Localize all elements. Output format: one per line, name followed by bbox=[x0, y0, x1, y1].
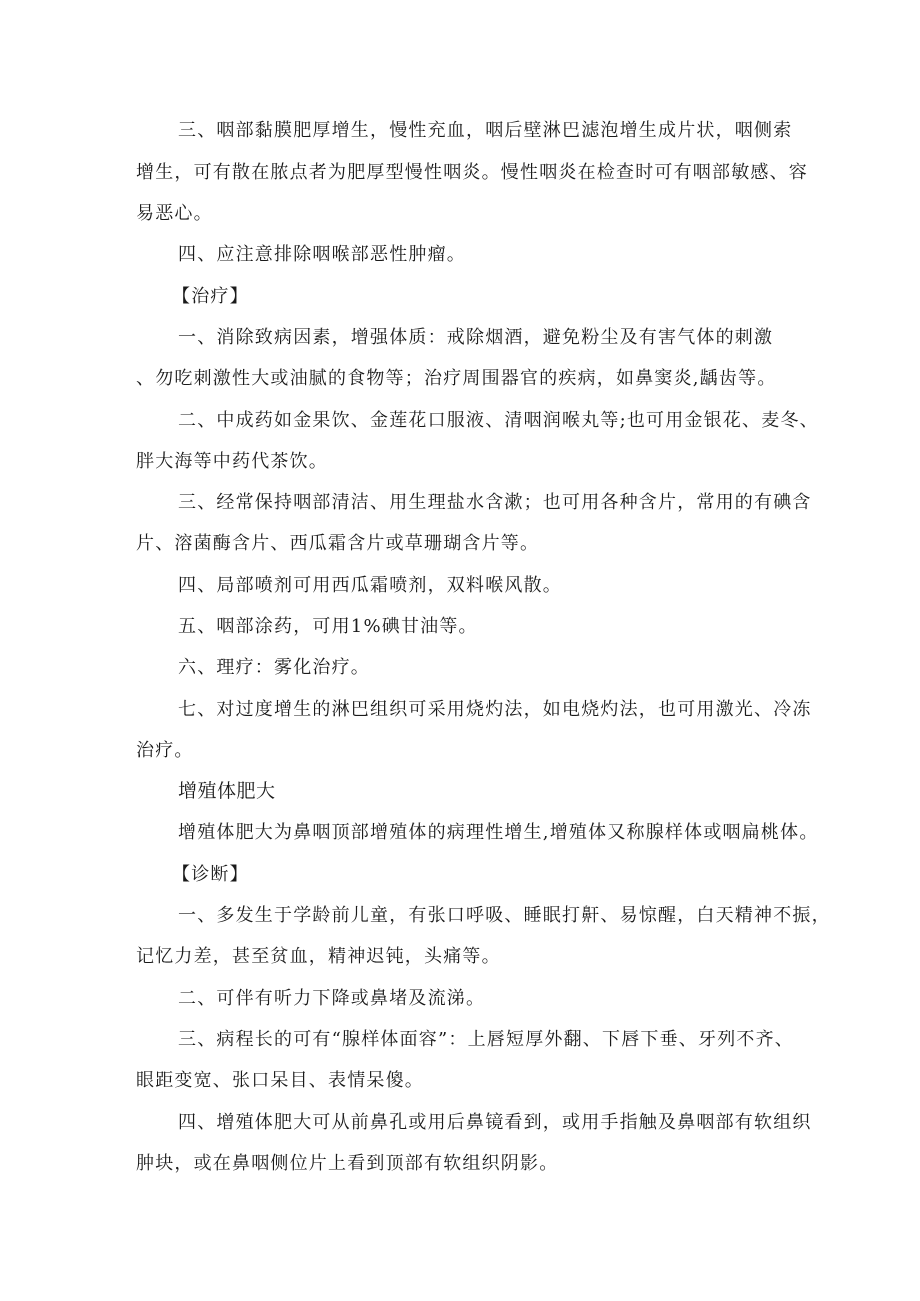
paragraph-line: 四、增殖体肥大可从前鼻孔或用后鼻镜看到，或用手指触及鼻咽部有软组织 bbox=[178, 1112, 812, 1133]
paragraph-line: 四、局部喷剂可用西瓜霜喷剂，双料喉风散。 bbox=[178, 575, 562, 596]
paragraph-line: 易恶心。 bbox=[136, 203, 213, 224]
paragraph-line: 片、溶菌酶含片、西瓜霜含片或草珊瑚含片等。 bbox=[136, 533, 540, 554]
paragraph-line: 胖大海等中药代茶饮。 bbox=[136, 451, 328, 472]
paragraph-line: 三、病程长的可有“腺样体面容”：上唇短厚外翻、下唇下垂、牙列不齐、 bbox=[178, 1029, 795, 1050]
paragraph-line: 六、理疗：雾化治疗。 bbox=[178, 657, 370, 678]
section-heading: 增殖体肥大 bbox=[178, 780, 276, 802]
paragraph-line: 肿块，或在鼻咽侧位片上看到顶部有软组织阴影。 bbox=[136, 1153, 559, 1174]
paragraph-line: 二、中成药如金果饮、金莲花口服液、清咽润喉丸等;也可用金银花、麦冬、 bbox=[178, 410, 819, 431]
paragraph-line: 三、经常保持咽部清洁、用生理盐水含漱；也可用各种含片，常用的有碘含 bbox=[178, 492, 812, 513]
paragraph-line: 眼距变宽、张口呆目、表情呆傻。 bbox=[136, 1070, 424, 1091]
paragraph-line: 一、消除致病因素，增强体质：戒除烟酒，避免粉尘及有害气体的刺激 bbox=[178, 327, 774, 348]
paragraph-line: 二、可伴有听力下降或鼻堵及流涕。 bbox=[178, 988, 486, 1009]
paragraph-line: 七、对过度增生的淋巴组织可采用烧灼法，如电烧灼法，也可用激光、冷冻 bbox=[178, 699, 812, 720]
paragraph-line: 三、咽部黏膜肥厚增生，慢性充血，咽后壁淋巴滤泡增生成片状，咽侧索 bbox=[178, 120, 793, 141]
paragraph-line: 记忆力差，甚至贫血，精神迟钝，头痛等。 bbox=[136, 946, 501, 967]
paragraph-line: 增殖体肥大为鼻咽顶部增殖体的病理性增生,增殖体又称腺样体或咽扁桃体。 bbox=[178, 822, 819, 843]
paragraph-line: 、勿吃刺激性大或油腻的食物等；治疗周围器官的疾病，如鼻窦炎,龋齿等。 bbox=[136, 368, 777, 389]
section-label-treatment: 【治疗】 bbox=[172, 286, 249, 307]
paragraph-line: 四、应注意排除咽喉部恶性肿瘤。 bbox=[178, 244, 466, 265]
section-label-diagnosis: 【诊断】 bbox=[172, 864, 249, 885]
paragraph-line: 治疗。 bbox=[136, 740, 194, 761]
paragraph-line: 增生，可有散在脓点者为肥厚型慢性咽炎。慢性咽炎在检查时可有咽部敏感、容 bbox=[136, 162, 808, 183]
paragraph-line: 五、咽部涂药，可用1%碘甘油等。 bbox=[178, 616, 478, 637]
paragraph-line: 一、多发生于学龄前儿童，有张口呼吸、睡眠打鼾、易惊醒，白天精神不振， bbox=[178, 905, 831, 926]
